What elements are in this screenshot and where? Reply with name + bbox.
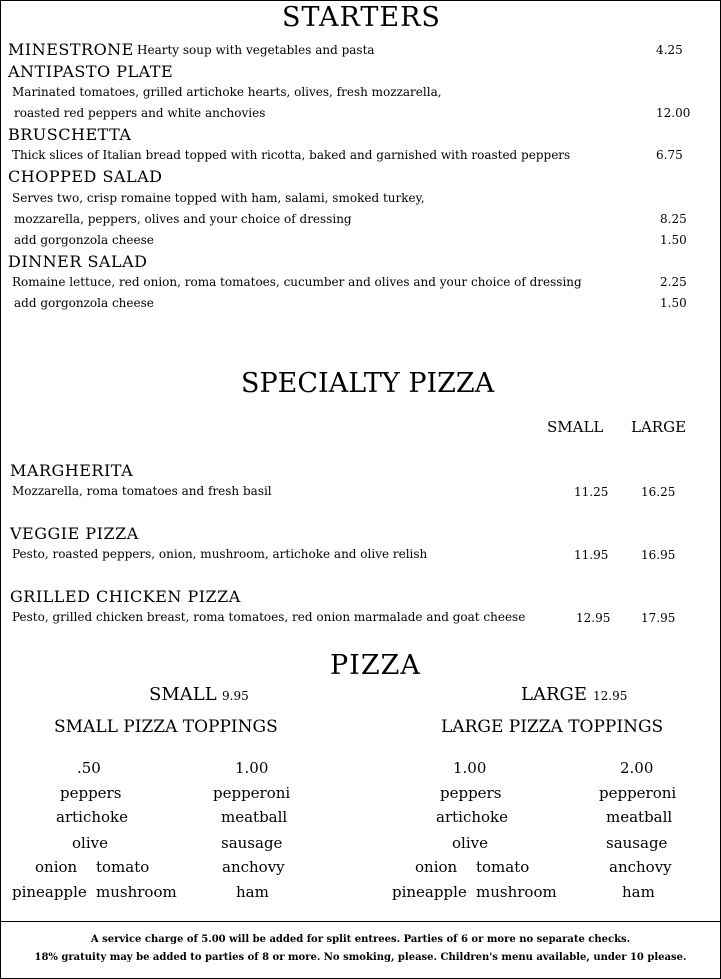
margherita-name: MARGHERITA (10, 461, 134, 480)
minestrone-price: 4.25 (656, 43, 683, 57)
large-topping-olive: olive (452, 834, 488, 852)
small-topping-price-b: 1.00 (235, 759, 269, 777)
large-topping-peppers: peppers (440, 784, 502, 802)
chopped-salad-addon: add gorgonzola cheese (14, 233, 154, 247)
antipasto-name: ANTIPASTO PLATE (8, 62, 174, 81)
minestrone-name: MINESTRONE (8, 40, 134, 59)
small-topping-mushroom: mushroom (96, 883, 177, 901)
pizza-large-label: LARGE (521, 684, 588, 705)
large-topping-artichoke: artichoke (436, 808, 508, 826)
grilled-chicken-pizza-desc: Pesto, grilled chicken breast, roma tomatoes, red onion marmalade and goat cheese (12, 610, 526, 624)
pizza-small-price: 9.95 (222, 689, 249, 703)
small-topping-price-a: .50 (77, 759, 101, 777)
margherita-desc: Mozzarella, roma tomatoes and fresh basil (12, 484, 272, 498)
small-topping-ham: ham (236, 883, 269, 901)
large-topping-tomato: tomato (476, 858, 530, 876)
large-toppings-title: LARGE PIZZA TOPPINGS (441, 717, 664, 737)
large-topping-pepperoni: pepperoni (599, 784, 677, 802)
small-topping-pepperoni: pepperoni (213, 784, 291, 802)
footer-line-1: A service charge of 5.00 will be added for split entrees. Parties of 6 or more no separate checks. (90, 934, 631, 945)
specialty-col-large: LARGE (631, 418, 687, 436)
veggie-pizza-name: VEGGIE PIZZA (10, 524, 139, 543)
small-topping-sausage: sausage (221, 834, 283, 852)
large-topping-sausage: sausage (606, 834, 668, 852)
bruschetta-price: 6.75 (656, 148, 683, 162)
antipasto-desc-2: roasted red peppers and white anchovies (14, 106, 266, 120)
pizza-small-label: SMALL (149, 684, 217, 705)
dinner-salad-addon-price: 1.50 (660, 296, 687, 310)
dinner-salad-price: 2.25 (660, 275, 687, 289)
small-topping-pineapple: pineapple (12, 883, 87, 901)
veggie-pizza-desc: Pesto, roasted peppers, onion, mushroom, artichoke and olive relish (12, 547, 428, 561)
dinner-salad-addon: add gorgonzola cheese (14, 296, 154, 310)
large-topping-price-b: 2.00 (620, 759, 654, 777)
specialty-pizza-title: SPECIALTY PIZZA (241, 368, 495, 399)
footer-line-2: 18% gratuity may be added to parties of 8 or more. No smoking, please. Children's menu available, under 10 please. (34, 952, 687, 963)
starters-title: STARTERS (282, 2, 441, 33)
large-topping-anchovy: anchovy (609, 858, 672, 876)
chopped-salad-price: 8.25 (660, 212, 687, 226)
large-topping-pineapple: pineapple (392, 883, 467, 901)
dinner-salad-desc: Romaine lettuce, red onion, roma tomatoes, cucumber and olives and your choice of dressing (12, 275, 582, 289)
margherita-large-price: 16.25 (641, 485, 676, 499)
footer-divider (0, 921, 721, 922)
chopped-salad-desc-1: Serves two, crisp romaine topped with ham, salami, smoked turkey, (12, 191, 425, 205)
antipasto-desc-1: Marinated tomatoes, grilled artichoke hearts, olives, fresh mozzarella, (12, 85, 442, 99)
veggie-pizza-large-price: 16.95 (641, 548, 676, 562)
small-topping-tomato: tomato (96, 858, 150, 876)
large-topping-price-a: 1.00 (453, 759, 487, 777)
chopped-salad-addon-price: 1.50 (660, 233, 687, 247)
small-topping-peppers: peppers (60, 784, 122, 802)
small-topping-olive: olive (72, 834, 108, 852)
chopped-salad-name: CHOPPED SALAD (8, 167, 163, 186)
antipasto-price: 12.00 (656, 106, 691, 120)
small-topping-anchovy: anchovy (222, 858, 285, 876)
minestrone-desc: Hearty soup with vegetables and pasta (137, 43, 375, 57)
small-topping-artichoke: artichoke (56, 808, 128, 826)
specialty-col-small: SMALL (547, 418, 604, 436)
bruschetta-desc: Thick slices of Italian bread topped with ricotta, baked and garnished with roasted peppers (12, 148, 571, 162)
small-topping-meatball: meatball (221, 808, 288, 826)
small-toppings-title: SMALL PIZZA TOPPINGS (54, 717, 278, 737)
dinner-salad-name: DINNER SALAD (8, 252, 148, 271)
pizza-title: PIZZA (330, 650, 421, 681)
large-topping-onion: onion (415, 858, 458, 876)
small-topping-onion: onion (35, 858, 78, 876)
chopped-salad-desc-2: mozzarella, peppers, olives and your choice of dressing (14, 212, 352, 226)
large-topping-meatball: meatball (606, 808, 673, 826)
veggie-pizza-small-price: 11.95 (574, 548, 609, 562)
grilled-chicken-pizza-name: GRILLED CHICKEN PIZZA (10, 587, 241, 606)
large-topping-mushroom: mushroom (476, 883, 557, 901)
bruschetta-name: BRUSCHETTA (8, 125, 132, 144)
pizza-large-price: 12.95 (593, 689, 628, 703)
margherita-small-price: 11.25 (574, 485, 609, 499)
large-topping-ham: ham (622, 883, 655, 901)
grilled-chicken-small-price: 12.95 (576, 611, 611, 625)
grilled-chicken-large-price: 17.95 (641, 611, 676, 625)
